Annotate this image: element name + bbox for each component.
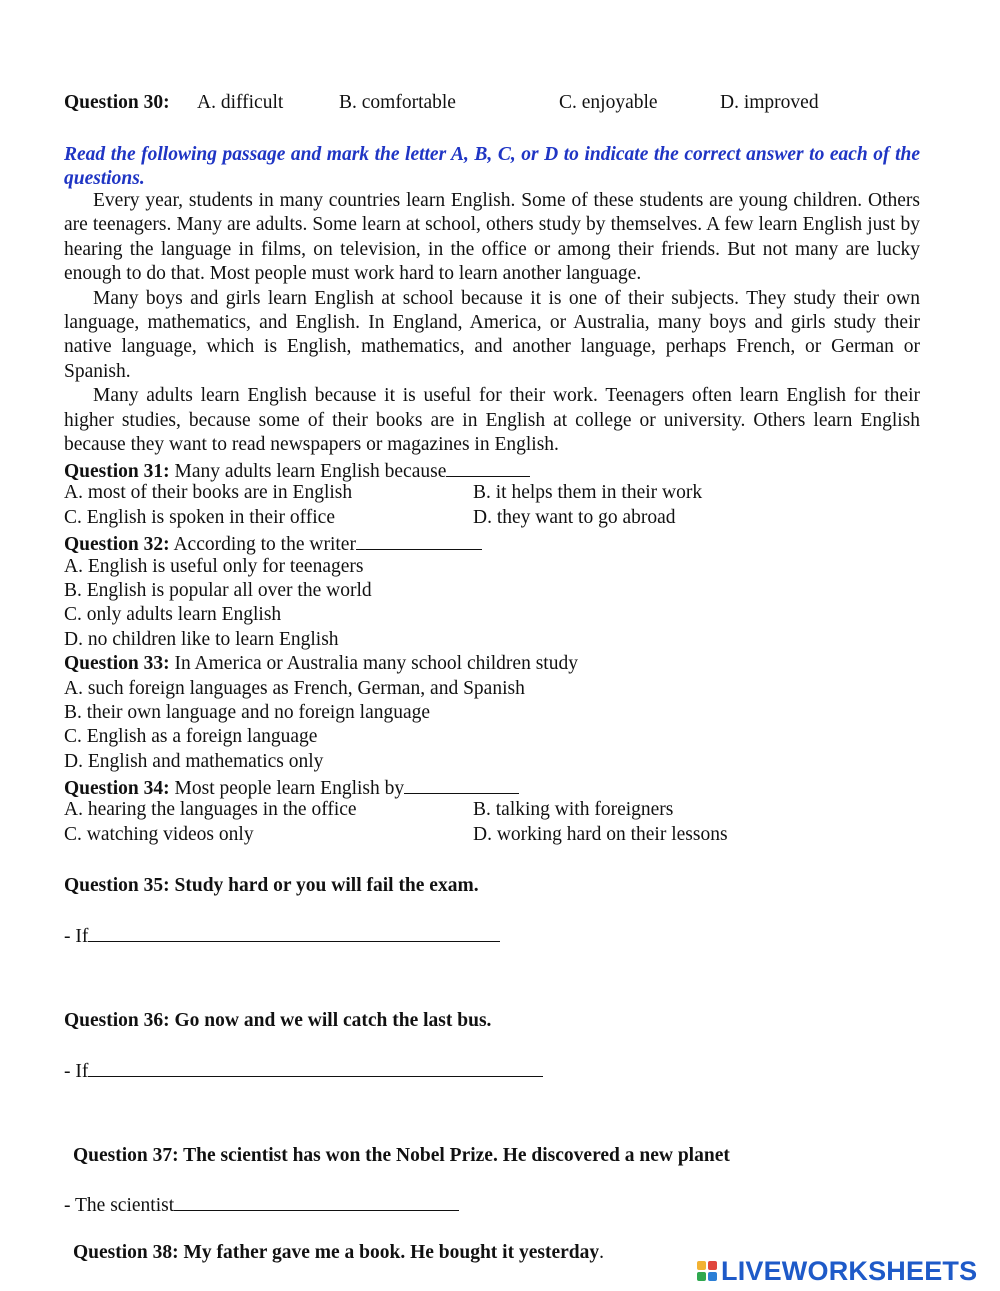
option-b[interactable]: B. English is popular all over the world [64,579,372,601]
liveworksheets-logo [697,1254,977,1288]
passage-paragraph: Many boys and girls learn English at school because it is one of their subjects. They study their own language, mathematics, and English. In England, America, or Australia, many boys and girls study their native language, which is English, mathematics, and another language, perhaps French, or German or Spanish. [64,287,920,382]
logo-text: LIVEWORKSHEETS [721,1256,978,1286]
reading-instruction: Read the following passage and mark the letter A, B, C, or D to indicate the correct answer to each of the questions. [64,144,920,189]
answer-blank[interactable] [88,1057,543,1077]
option-d[interactable]: D. working hard on their lessons [473,823,728,845]
option-a: A. difficult [197,92,284,113]
reading-passage [64,189,920,457]
option-b: B. comfortable [339,92,456,113]
question-36-prompt: Question 36: Go now and we will catch the last bus. [64,1010,492,1031]
question-37-answer-line: - The scientist [64,1191,459,1218]
option-c[interactable]: C. English as a foreign language [64,726,318,748]
option-d[interactable]: D. English and mathematics only [64,750,324,772]
option-b[interactable]: B. their own language and no foreign language [64,701,431,723]
question-35-prompt: Question 35: Study hard or you will fail the exam. [64,875,479,896]
passage-paragraph: Many adults learn English because it is useful for their work. Teenagers often learn English for their higher studies, because some of their books are in English at college or university. Others learn English because they want to read newspapers or magazines in English. [64,385,920,456]
option-d: D. improved [720,92,819,113]
option-a[interactable]: A. such foreign languages as French, German, and Spanish [64,677,525,699]
question-31-stem: Question 31: Many adults learn English because [64,457,934,481]
option-c[interactable]: C. watching videos only [64,823,254,845]
liveworksheets-logo-icon [697,1261,717,1281]
question-36-answer-line: - If [64,1057,543,1084]
question-37-prompt: Question 37: The scientist has won the Nobel Prize. He discovered a new planet [73,1145,730,1166]
option-a[interactable]: A. hearing the languages in the office [64,799,357,821]
option-b[interactable]: B. talking with foreigners [473,799,674,821]
option-a[interactable]: A. English is useful only for teenagers [64,555,364,577]
answer-blank[interactable] [174,1191,459,1211]
option-a[interactable]: A. most of their books are in English [64,482,353,504]
answer-blank[interactable] [404,774,519,794]
question-30-label: Question 30: [64,92,170,113]
option-d[interactable]: D. they want to go abroad [473,506,676,528]
option-c[interactable]: C. English is spoken in their office [64,506,335,528]
multiple-choice-questions [64,457,934,847]
passage-paragraph: Every year, students in many countries learn English. Some of these students are young children. Others are teenagers. Many are adults. Some learn at school, others study by themselves. A few learn English just by hearing the language in films, on television, in the office or among their friends. But not many are lucky enough to do that. Most people must work hard to learn another language. [64,190,920,285]
question-34-stem: Question 34: Most people learn English by [64,774,934,798]
answer-blank[interactable] [446,457,530,477]
question-32-stem: Question 32: According to the writer [64,530,934,554]
option-d[interactable]: D. no children like to learn English [64,628,339,650]
question-33-stem: Question 33: In America or Australia many school children study [64,653,578,675]
option-c[interactable]: C. only adults learn English [64,604,282,626]
question-38-prompt: Question 38: My father gave me a book. He bought it yesterday. [73,1242,604,1263]
question-35-answer-line: - If [64,922,500,949]
option-b[interactable]: B. it helps them in their work [473,482,703,504]
option-c: C. enjoyable [559,92,658,113]
answer-blank[interactable] [88,922,500,942]
answer-blank[interactable] [356,530,482,550]
